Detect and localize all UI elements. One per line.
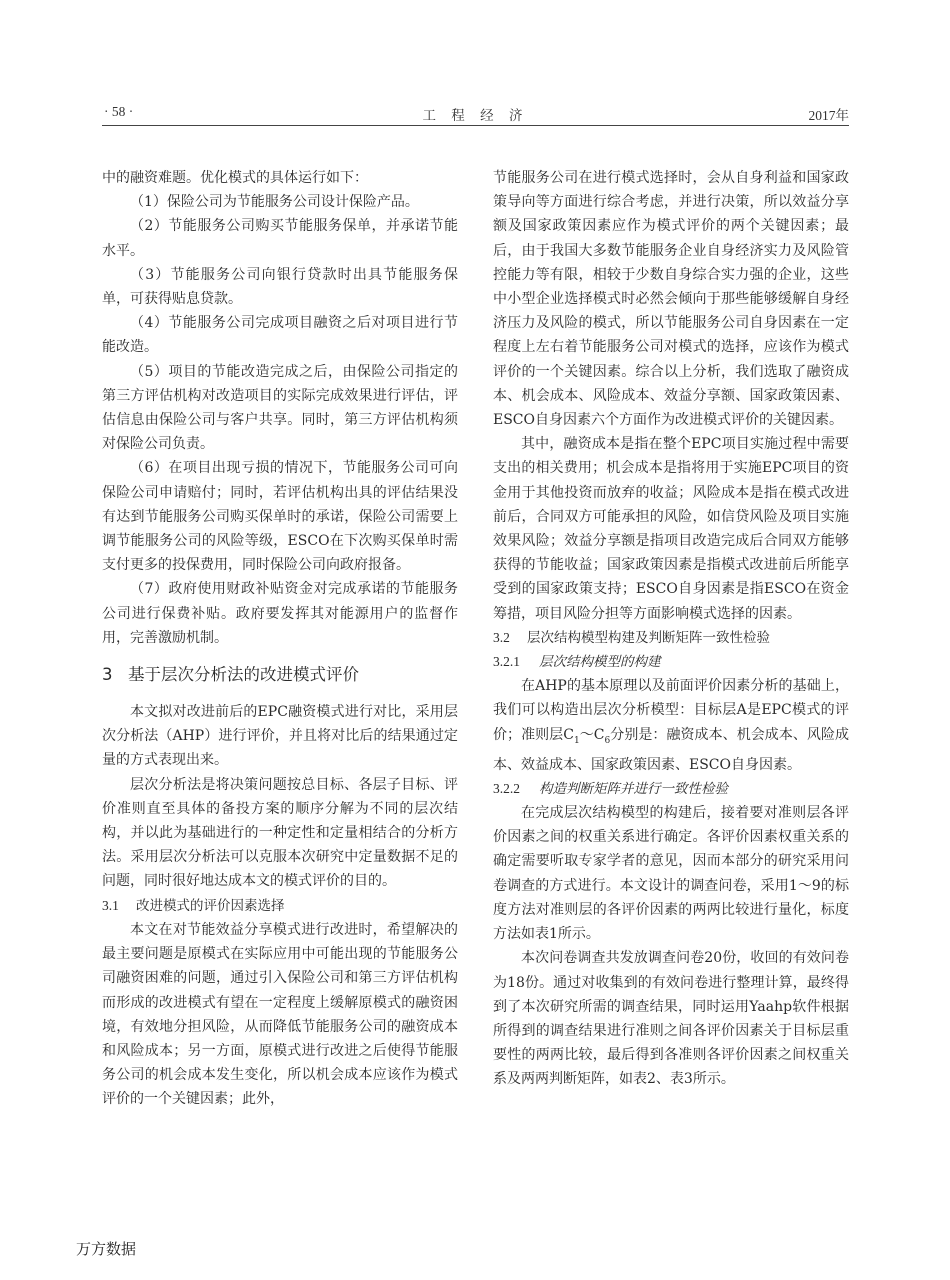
paragraph: 中的融资难题。优化模式的具体运行如下：	[102, 170, 368, 186]
subsubsection-number: 3.2.2	[493, 780, 520, 796]
wanfang-watermark: 万方数据	[76, 1240, 137, 1258]
subsubsection-heading-3-2-1	[493, 650, 849, 674]
text-run: 在AHP的基本原理以及前面评价因素分析的基础上，我们可以构造出层次分析模型：目标层A是EPC模式的评价；准则层C	[493, 678, 849, 743]
page-number: · 58 ·	[104, 104, 134, 119]
text-run: 分别是：融资成本、机会成本、风险成本、效益成本、国家政策因素、ESCO自身因素。	[493, 726, 850, 773]
text-run: ～C	[579, 726, 605, 743]
paragraph	[493, 674, 849, 777]
paragraph: 层次分析法是将决策问题按总目标、各层子目标、评价准则直至具体的备投方案的顺序分解为不同的层次结构，并以此为基础进行的一种定性和定量相结合的分析方法。采用层次分析法可以克服本次研究中定量数据不足的问题，同时很好地达成本文的模式评价的目的。	[102, 776, 458, 890]
section-heading-3	[102, 662, 458, 688]
subsubsection-number: 3.2.1	[493, 654, 520, 670]
list-item: （3）节能服务公司向银行贷款时出具节能服务保单，可获得贴息贷款。	[102, 266, 458, 308]
publication-year: 2017年	[808, 108, 849, 123]
subsection-heading-3-2	[493, 626, 849, 650]
list-item: （1）保险公司为节能服务公司设计保险产品。	[130, 194, 419, 211]
list-item: （6）在项目出现亏损的情况下，节能服务公司可向保险公司申请赔付；同时，若评估机构出具的评估结果没有达到节能服务公司购买保单时的承诺，保险公司需要上调节能服务公司的风险等级，ESCO在下次购买保单时需支付更多的投保费用，同时保险公司向政府报备。	[102, 460, 458, 574]
paragraph: 本文拟对改进前后的EPC融资模式进行对比，采用层次分析法（AHP）进行评价，并且将对比后的结果通过定量的方式表现出来。	[102, 704, 458, 769]
section-title: 基于层次分析法的改进模式评价	[128, 665, 359, 685]
list-item: （4）节能服务公司完成项目融资之后对项目进行节能改造。	[102, 315, 458, 356]
subsection-title: 改进模式的评价因素选择	[136, 897, 285, 914]
list-item: （7）政府使用财政补贴资金对完成承诺的节能服务公司进行保费补贴。政府要发挥其对能源用户的监督作用，完善激励机制。	[102, 581, 458, 646]
journal-title: 工 程 经 济	[422, 108, 529, 123]
subsection-number: 3.2	[493, 629, 510, 645]
list-item: （5）项目的节能改造完成之后，由保险公司指定的第三方评估机构对改造项目的实际完成效果进行评估，评估信息由保险公司与客户共享。同时，第三方评估机构须对保险公司负责。	[102, 363, 458, 453]
paragraph: 其中，融资成本是指在整个EPC项目实施过程中需要支出的相关费用；机会成本是指将用于实施EPC项目的资金用于其他投资而放弃的收益；风险成本是指在模式改进前后，合同双方可能承担的风险，如信贷风险及项目实施效果风险；效益分享额是指项目改造完成后合同双方能够获得的节能收益；国家政策因素是指模式改进前后所能享受到的国家政策支持；ESCO自身因素是指ESCO在资金筹措，项目风险分担等方面影响模式选择的因素。	[493, 436, 849, 622]
paragraph: 本次问卷调查共发放调查问卷20份，收回的有效问卷为18份。通过对收集到的有效问卷进行整理计算，最终得到了本次研究所需的调查结果，同时运用Yaahp软件根据所得到的调查结果进行准则之间各评价因素关于目标层重要性的两两比较，最后得到各准则各评价因素之间权重关系及两两判断矩阵，如表2、表3所示。	[493, 950, 849, 1088]
subsection-number: 3.1	[102, 897, 119, 913]
subsubsection-heading-3-2-2	[493, 777, 849, 801]
subsubsection-title: 构造判断矩阵并进行一致性检验	[539, 780, 728, 797]
header-divider	[102, 125, 849, 126]
list-item: （2）节能服务公司购买节能服务保单，并承诺节能水平。	[102, 218, 458, 259]
subsection-title: 层次结构模型构建及判断矩阵一致性检验	[527, 629, 770, 646]
running-header	[102, 98, 849, 126]
subsubsection-title: 层次结构模型的构建	[539, 654, 661, 671]
section-number: 3	[102, 665, 113, 685]
subscript: 6	[604, 735, 611, 746]
subscript: 1	[573, 735, 580, 746]
left-column	[102, 166, 458, 1112]
subsection-heading-3-1	[102, 894, 458, 918]
right-column	[493, 166, 849, 1092]
paragraph: 在完成层次结构模型的构建后，接着要对准则层各评价因素之间的权重关系进行确定。各评价因素权重关系的确定需要听取专家学者的意见，因而本部分的研究采用问卷调查的方式进行。本文设计的调查问卷，采用1～9的标度方法对准则层的各评价因素的两两比较进行量化，标度方法如表1所示。	[493, 805, 849, 943]
paragraph: 本文在对节能效益分享模式进行改进时，希望解决的最主要问题是原模式在实际应用中可能出现的节能服务公司融资困难的问题，通过引入保险公司和第三方评估机构而形成的改进模式有望在一定程度上缓解原模式的融资困境，有效地分担风险，从而降低节能服务公司的融资成本和风险成本；另一方面，原模式进行改进之后使得节能服务公司的机会成本发生变化，所以机会成本应该作为模式评价的一个关键因素；此外，	[102, 921, 458, 1108]
paragraph: 节能服务公司在进行模式选择时，会从自身利益和国家政策导向等方面进行综合考虑，并进行决策，所以效益分享额及国家政策因素应作为模式评价的两个关键因素；最后，由于我国大多数节能服务企业自身经济实力及风险管控能力等有限，相较于少数自身综合实力强的企业，这些中小型企业选择模式时必然会倾向于那些能够缓解自身经济压力及风险的模式，所以节能服务公司自身因素在一定程度上左右着节能服务公司对模式的选择，应该作为模式评价的一个关键因素。综合以上分析，我们选取了融资成本、机会成本、风险成本、效益分享额、国家政策因素、ESCO自身因素六个方面作为改进模式评价的关键因素。	[493, 170, 849, 429]
